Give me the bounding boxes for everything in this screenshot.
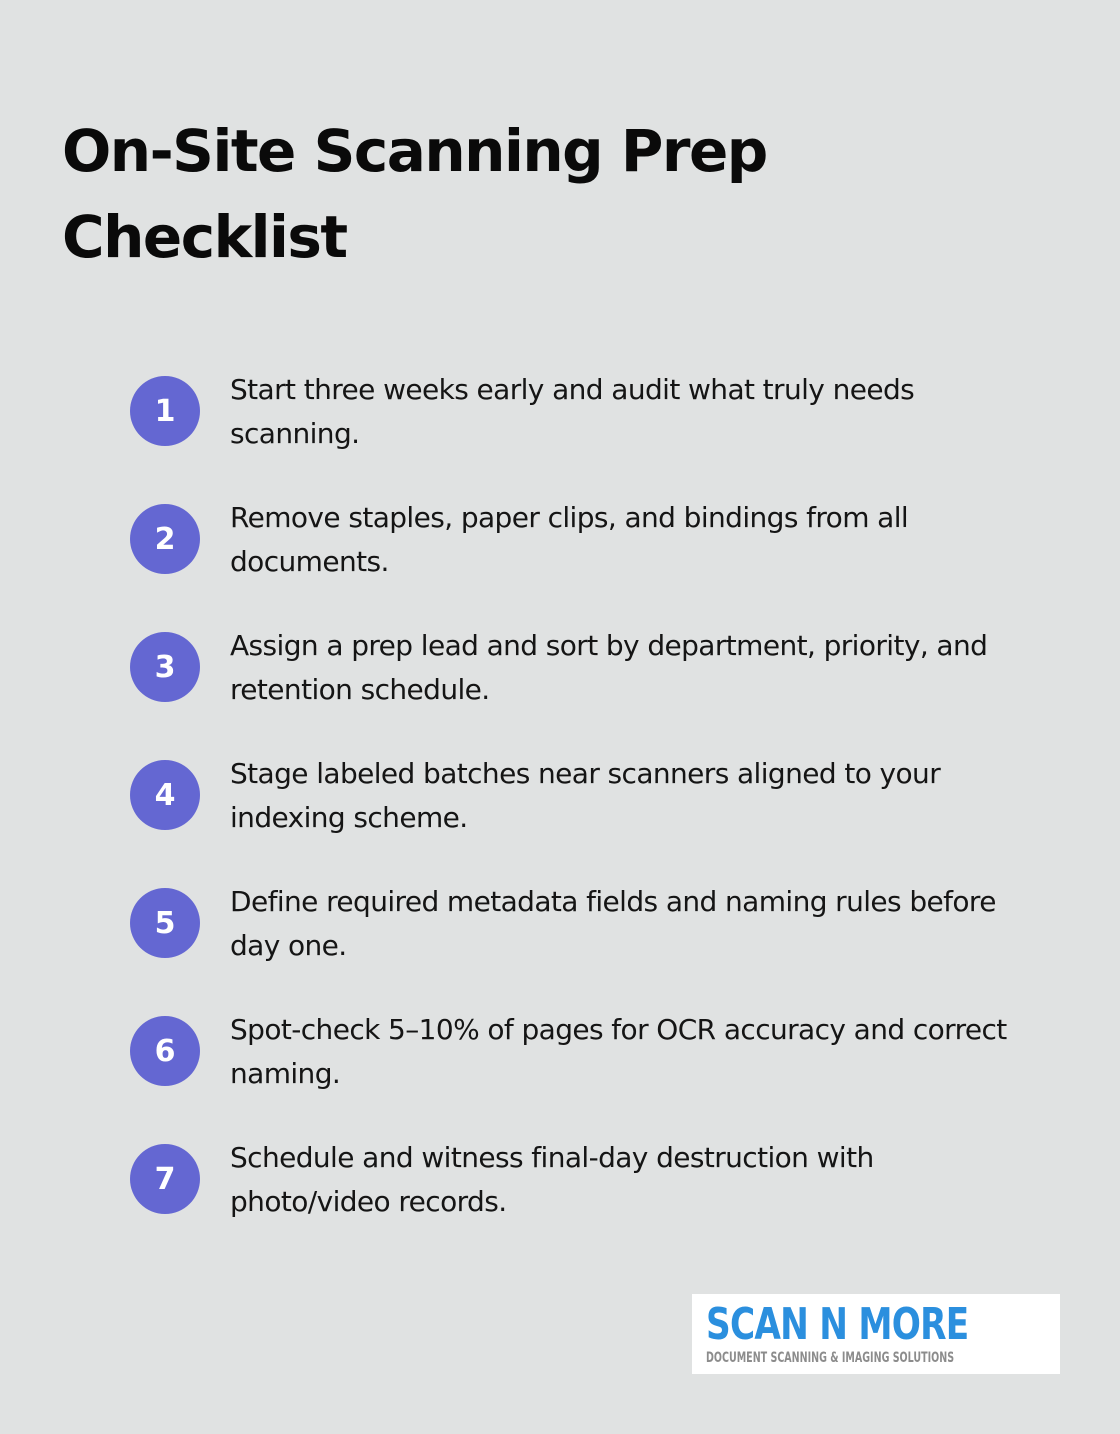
checklist-item: [130, 624, 1030, 752]
step-number-badge: 7: [130, 1144, 200, 1214]
step-number-badge: 6: [130, 1016, 200, 1086]
step-number-badge: 3: [130, 632, 200, 702]
step-text: Remove staples, paper clips, and bindings from all documents.: [230, 501, 909, 578]
page-title: On-Site Scanning Prep Checklist: [62, 117, 767, 271]
logo-name: SCAN N MORE: [706, 1299, 969, 1350]
step-text: Spot-check 5–10% of pages for OCR accuracy and correct naming.: [230, 1013, 1007, 1090]
logo-tagline: DOCUMENT SCANNING & IMAGING SOLUTIONS: [706, 1350, 955, 1366]
step-text: Assign a prep lead and sort by department, priority, and retention schedule.: [230, 629, 988, 706]
step-number-badge: 2: [130, 504, 200, 574]
checklist-item: [130, 880, 1030, 1008]
step-number-badge: 4: [130, 760, 200, 830]
step-text: Define required metadata fields and naming rules before day one.: [230, 885, 996, 962]
brand-logo: [692, 1294, 1060, 1374]
checklist: [130, 368, 1030, 1264]
checklist-item: [130, 496, 1030, 624]
step-text: Stage labeled batches near scanners aligned to your indexing scheme.: [230, 757, 941, 834]
checklist-item: [130, 1136, 1030, 1264]
step-number-badge: 1: [130, 376, 200, 446]
step-number-badge: 5: [130, 888, 200, 958]
checklist-item: [130, 752, 1030, 880]
checklist-item: [130, 368, 1030, 496]
step-text: Start three weeks early and audit what truly needs scanning.: [230, 373, 915, 450]
checklist-item: [130, 1008, 1030, 1136]
step-text: Schedule and witness final-day destruction with photo/video records.: [230, 1141, 874, 1218]
